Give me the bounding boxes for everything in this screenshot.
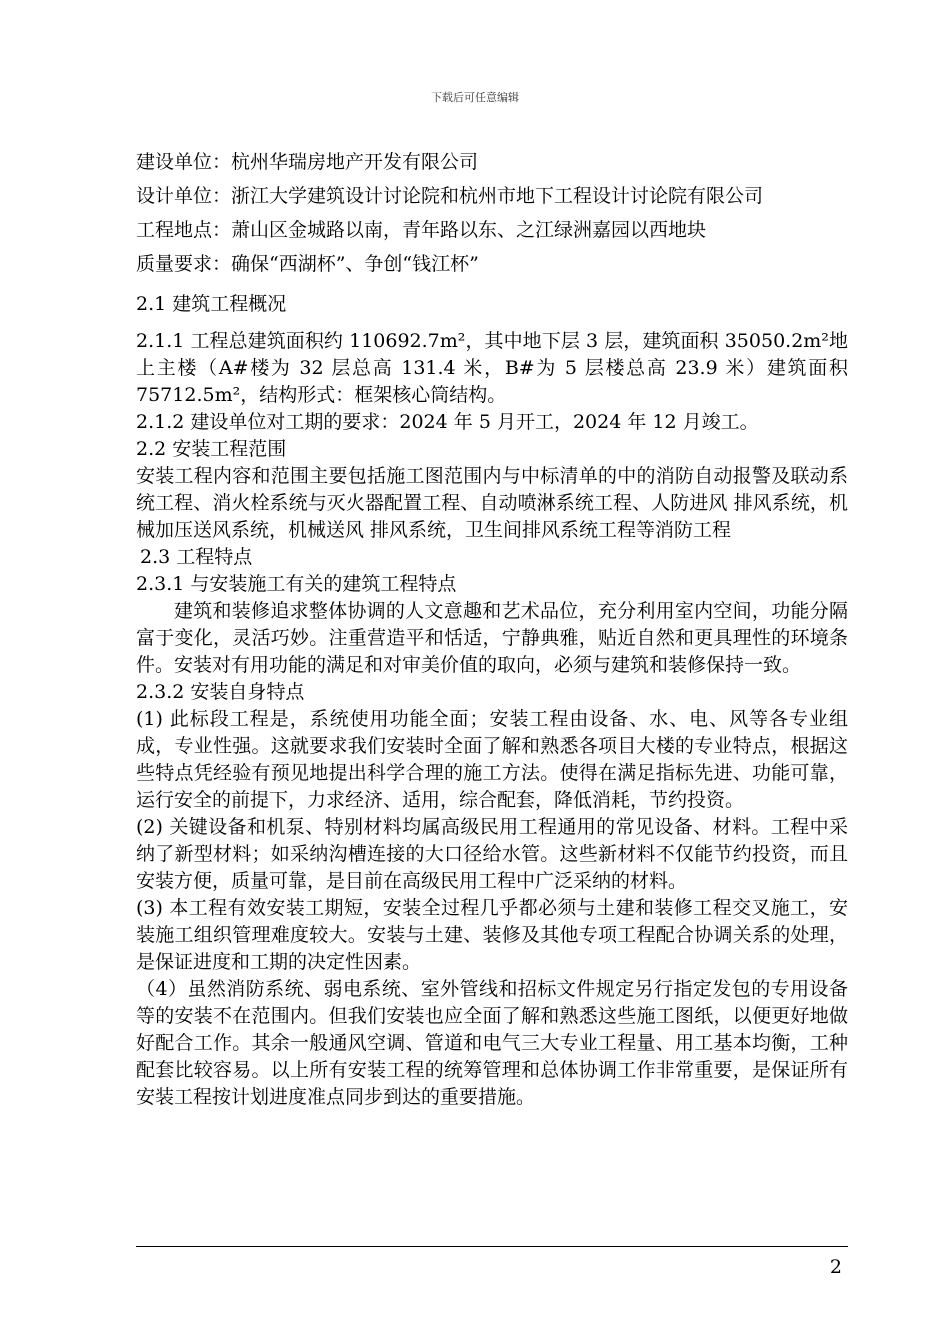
page-number: 2 — [829, 1256, 842, 1278]
feature-item-4: （4）虽然消防系统、弱电系统、室外管线和招标文件规定另行指定发包的专用设备等的安装不在范围内。但我们安装也应全面了解和熟悉这些施工图纸，以便更好地做好配合工作。其余一般通风空调、管道和电气三大专业工程量、用工基本均衡，工种配套比较容易。以上所有安装工程的统筹管理和总体协调工作非常重要，是保证所有安装工程按计划进度准点同步到达的重要措施。 — [136, 978, 848, 1108]
section-2-2-body: 安装工程内容和范围主要包括施工图范围内与中标清单的中的消防自动报警及联动系统工程、消火栓系统与灭火器配置工程、自动喷淋系统工程、人防进风 排风系统，机械加压送风系统，机械送风 排风系统，卫生间排风系统工程等消防工程 — [136, 465, 848, 541]
feature-item-2: (2) 关键设备和机泵、特别材料均属高级民用工程通用的常见设备、材料。工程中采纳了新型材料；如采纳沟槽连接的大口径给水管。这些新材料不仅能节约投资，而且安装方便，质量可靠，是目前在高级民用工程中广泛采纳的材料。 — [136, 816, 848, 892]
footer-divider — [136, 1246, 848, 1247]
site-line: 工程地点：萧山区金城路以南，青年路以东、之江绿洲嘉园以西地块 — [136, 219, 707, 241]
designer-line: 设计单位：浙江大学建筑设计讨论院和杭州市地下工程设计讨论院有限公司 — [136, 185, 764, 207]
section-2-3-1-title: 2.3.1 与安装施工有关的建筑工程特点 — [136, 573, 457, 595]
section-2-1-2: 2.1.2 建设单位对工期的要求：2024 年 5 月开工，2024 年 12 月竣工。 — [136, 411, 759, 433]
section-2-1-1: 2.1.1 工程总建筑面积约 110692.7m²，其中地下层 3 层，建筑面积 35050.2m²地上主楼（A#楼为 32 层总高 131.4 米，B#为 5 层楼总高 23.9 米）建筑面积 75712.5m²，结构形式：框架核心筒结构。 — [136, 330, 855, 406]
page-header-note: 下载后可任意编辑 — [431, 91, 519, 104]
section-2-3-title: 2.3 工程特点 — [140, 546, 253, 568]
feature-item-1: (1) 此标段工程是，系统使用功能全面；安装工程由设备、水、电、风等各专业组成，专业性强。这就要求我们安装时全面了解和熟悉各项目大楼的专业特点，根据这些特点凭经验有预见地提出科学合理的施工方法。使得在满足指标先进、功能可靠，运行安全的前提下，力求经济、适用，综合配套，降低消耗，节约投资。 — [136, 708, 848, 811]
section-2-1-title: 2.1 建筑工程概况 — [136, 293, 287, 315]
section-2-3-2-title: 2.3.2 安装自身特点 — [136, 681, 305, 703]
document-body — [136, 146, 855, 1111]
quality-line: 质量要求：确保“西湖杯”、争创“钱江杯” — [136, 253, 479, 275]
section-2-2-title: 2.2 安装工程范围 — [136, 438, 287, 460]
section-2-3-1-body: 建筑和装修追求整体协调的人文意趣和艺术品位，充分利用室内空间，功能分隔富于变化，灵活巧妙。注重营造平和恬适，宁静典雅，贴近自然和更具理性的环境条件。安装对有用功能的满足和对审美价值的取向，必须与建筑和装修保持一致。 — [136, 600, 848, 676]
feature-item-3: (3) 本工程有效安装工期短，安装全过程几乎都必须与土建和装修工程交叉施工，安装施工组织管理难度较大。安装与土建、装修及其他专项工程配合协调关系的处理，是保证进度和工期的决定性因素。 — [136, 897, 848, 973]
owner-line: 建设单位：杭州华瑞房地产开发有限公司 — [136, 151, 479, 173]
